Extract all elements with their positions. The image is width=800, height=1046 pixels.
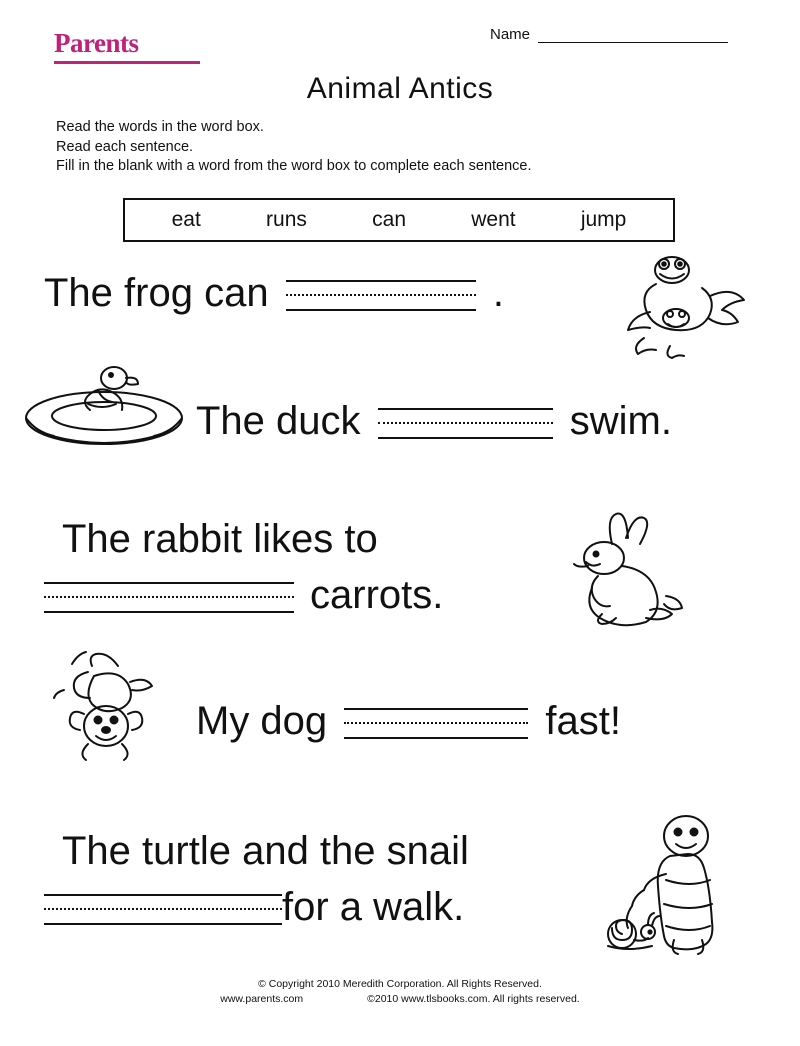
name-input-line[interactable] [538, 26, 728, 43]
instructions [56, 118, 532, 177]
sentence-dog-text-after: fast! [545, 699, 622, 743]
dog-illustration [48, 648, 198, 778]
sentence-duck-text-before: The duck [196, 399, 361, 443]
footer-site-left: www.parents.com [220, 993, 304, 1006]
brand-name: Parents [54, 28, 139, 58]
word-box-word: went [471, 208, 516, 231]
page-title: Animal Antics [306, 72, 494, 105]
sentence-dog-blank[interactable] [344, 706, 528, 740]
sentence-turtle-blank[interactable] [44, 892, 282, 926]
sentence-frog-blank[interactable] [286, 278, 476, 312]
word-box [123, 198, 675, 242]
sentence-rabbit-text-before: The rabbit likes to [62, 517, 378, 561]
name-label: Name [489, 26, 530, 43]
rabbit-illustration [548, 510, 693, 630]
word-box-word: eat [171, 208, 201, 231]
sentence-dog-text-before: My dog [196, 699, 328, 743]
sentence-duck-text-after: swim. [569, 399, 672, 443]
word-box-word: runs [266, 208, 307, 231]
sentence-duck-blank[interactable] [378, 406, 553, 440]
frog-illustration [614, 250, 754, 360]
sentence-turtle-text-before: The turtle and the snail [62, 829, 469, 873]
instruction-line-3: Fill in the blank with a word from the word box to complete each sentence. [56, 158, 532, 175]
sentence-frog-text-after: . [492, 271, 504, 315]
turtle-and-snail-illustration [590, 808, 750, 958]
parents-logo [54, 30, 254, 64]
sentence-frog-text-before: The frog can [44, 271, 269, 315]
sentence-rabbit-blank[interactable] [44, 580, 294, 614]
instruction-line-1: Read the words in the word box. [56, 119, 264, 135]
footer-copyright: © Copyright 2010 Meredith Corporation. All Rights Reserved. [258, 977, 542, 990]
sentence-turtle-text-after: for a walk. [282, 885, 465, 929]
sentence-rabbit-text-after: carrots. [310, 573, 444, 617]
name-field[interactable] [490, 26, 728, 43]
instruction-line-2: Read each sentence. [56, 138, 194, 155]
footer-site-right: ©2010 www.tlsbooks.com. All rights reserved. [367, 993, 580, 1006]
brand-underline [54, 61, 200, 64]
footer [0, 977, 800, 1009]
duck-in-pool-illustration [18, 352, 193, 452]
word-box-word: can [372, 208, 406, 231]
word-box-word: jump [580, 208, 627, 231]
